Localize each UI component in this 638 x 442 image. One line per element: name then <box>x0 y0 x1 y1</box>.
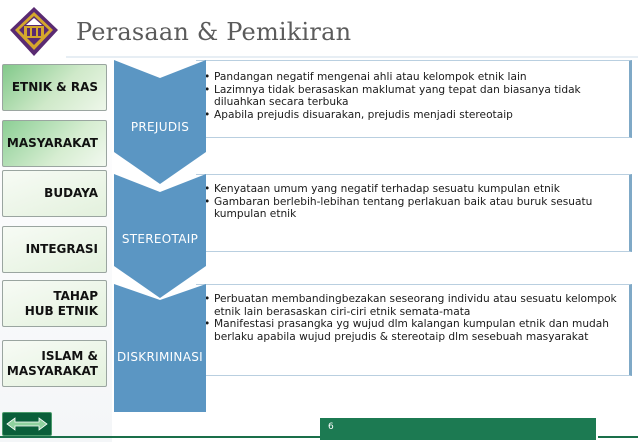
navigation-arrows[interactable] <box>2 412 52 436</box>
bullet-list <box>196 183 629 221</box>
footer-bar <box>320 418 596 440</box>
sidebar-item-label: ETNIK & RAS <box>11 80 98 94</box>
chevron-prejudis-label: PREJUDIS <box>130 120 190 134</box>
bullet-item: • Gambaran berlebih-lebihan tentang perlakuan baik atau buruk sesuatu kumpulan etnik <box>204 196 621 221</box>
bullet-item: • Kenyataan umum yang negatif terhadap sesuatu kumpulan etnik <box>204 183 621 196</box>
sidebar-item-budaya[interactable] <box>2 170 107 217</box>
bullet-item: • Perbuatan membandingbezakan seseorang individu atau sesuatu kelompok etnik lain berasaskan ciri-ciri etnik semata-mata <box>204 293 621 318</box>
chevron-diskriminasi-label: DISKRIMINASI <box>117 350 203 364</box>
bullet-list <box>196 71 629 121</box>
bullet-item: • Pandangan negatif mengenai ahli atau kelompok etnik lain <box>204 71 621 84</box>
page-title: Perasaan & Pemikiran <box>76 18 352 46</box>
bullet-item: • Manifestasi prasangka yg wujud dlm kalangan kumpulan etnik dan mudah berlaku apabila wujud prejudis & stereotaip dlm sesebuah masyarakat <box>204 318 621 343</box>
bullet-item: • Lazimnya tidak berasaskan maklumat yang tepat dan biasanya tidak diluahkan secara terbuka <box>204 84 621 109</box>
row-prejudis-box <box>196 60 632 138</box>
sidebar-item-label-line1: ISLAM & <box>41 348 98 363</box>
sidebar-item-label: BUDAYA <box>44 186 98 200</box>
sidebar-item-islam-masyarakat[interactable] <box>2 340 107 387</box>
double-arrow-icon[interactable] <box>5 416 49 432</box>
sidebar-item-label-line2: MASYARAKAT <box>6 363 98 378</box>
sidebar <box>0 60 112 442</box>
bullet-list <box>196 293 629 343</box>
footer-divider <box>596 418 598 440</box>
row-diskriminasi-box <box>196 284 632 376</box>
bullet-item: • Apabila prejudis disuarakan, prejudis menjadi stereotaip <box>204 109 621 122</box>
chevron-stereotaip-label: STEREOTAIP <box>121 232 199 246</box>
sidebar-item-label <box>25 289 98 319</box>
sidebar-item-masyarakat[interactable] <box>2 120 107 167</box>
sidebar-item-etnik-ras[interactable] <box>2 64 107 111</box>
sidebar-item-label: MASYARAKAT <box>6 136 98 150</box>
page-number: 6 <box>328 422 334 432</box>
sidebar-item-integrasi[interactable] <box>2 226 107 273</box>
row-stereotaip-box <box>196 174 632 252</box>
sidebar-item-label: INTEGRASI <box>25 242 98 256</box>
sidebar-item-label <box>7 349 98 379</box>
sidebar-item-label-line1: TAHAP <box>53 288 98 303</box>
university-logo-icon <box>6 4 62 60</box>
sidebar-item-label-line2: HUB ETNIK <box>24 303 98 318</box>
header-divider <box>66 56 638 58</box>
sidebar-item-tahap-hub-etnik[interactable] <box>2 280 107 327</box>
